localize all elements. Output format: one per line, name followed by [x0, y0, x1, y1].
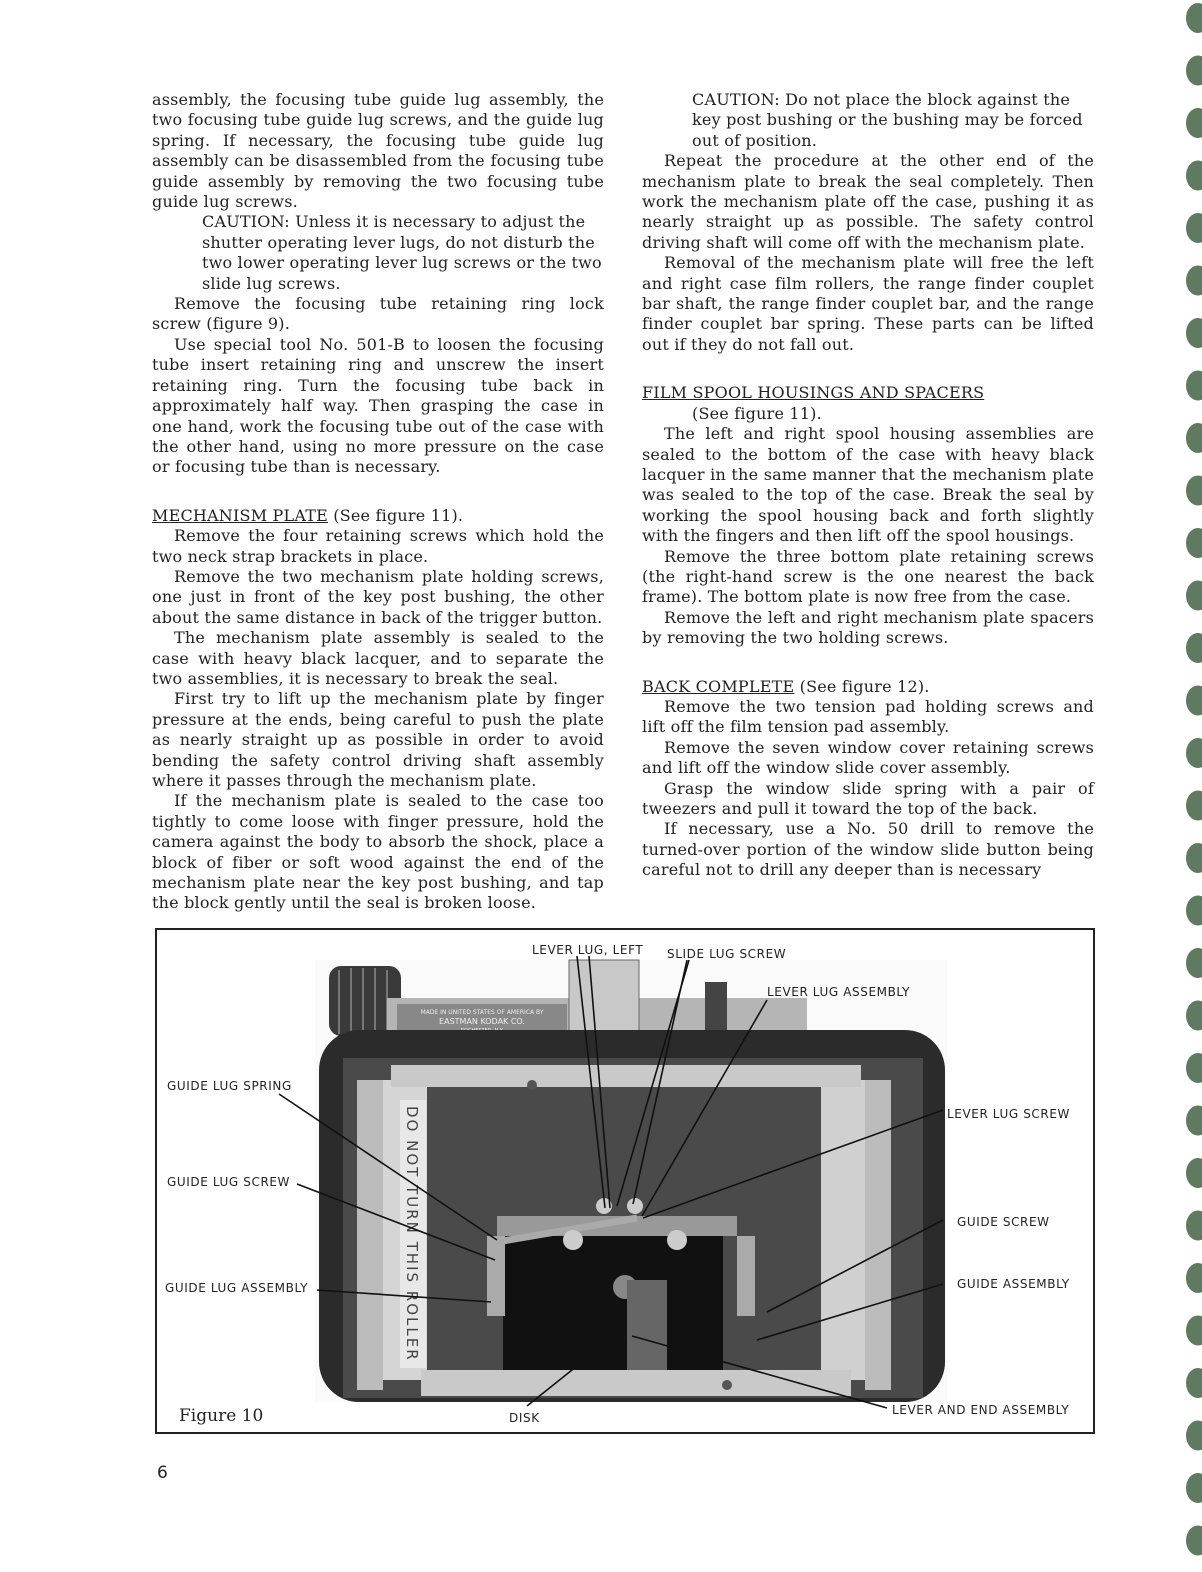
binding-ring — [1186, 686, 1202, 716]
nameplate-line2: EASTMAN KODAK CO. — [439, 1017, 525, 1026]
binding-ring — [1186, 1316, 1202, 1346]
binding-ring — [1186, 476, 1202, 506]
binding-ring — [1186, 1211, 1202, 1241]
nameplate-line1: MADE IN UNITED STATES OF AMERICA BY — [420, 1009, 544, 1016]
binding-ring — [1186, 528, 1202, 558]
caution-note: CAUTION: Do not place the block against the key post bushing or the bushing may be forced out of position. — [692, 90, 1083, 150]
spiral-binding — [1172, 0, 1202, 1572]
binding-ring — [1186, 581, 1202, 611]
paragraph: Remove the left and right mechanism plate spacers by removing the two holding screws. — [642, 607, 1094, 648]
binding-ring — [1186, 1368, 1202, 1398]
paragraph: If necessary, use a No. 50 drill to remove the turned-over portion of the window slide button being careful not to drill any deeper than is necessary — [642, 819, 1094, 880]
binding-ring — [1186, 1421, 1202, 1451]
binding-ring — [1186, 161, 1202, 191]
binding-ring — [1186, 1473, 1202, 1503]
paragraph: Remove the two tension pad holding screws and lift off the film tension pad assembly. — [642, 696, 1094, 737]
caution-note: CAUTION: Unless it is necessary to adjust the shutter operating lever lugs, do not disturb the two lower operating lever lug screws or the two slide lug screws. — [202, 212, 602, 293]
figure-reference: (See figure 11). — [692, 403, 822, 423]
binding-ring — [1186, 948, 1202, 978]
binding-ring — [1186, 1106, 1202, 1136]
label-guide-lug-spring: GUIDE LUG SPRING — [167, 1079, 292, 1093]
binding-ring — [1186, 108, 1202, 138]
paragraph: The left and right spool housing assemblies are sealed to the bottom of the case with heavy black lacquer in the same manner that the mechanism plate was sealed to the top of the case. Break the seal by working the spool housing back and forth slightly with the fingers and then lift off the spool housings. — [642, 424, 1094, 546]
binding-ring — [1186, 56, 1202, 86]
paragraph: Remove the three bottom plate retaining screws (the right-hand screw is the one nearest the back frame). The bottom plate is now free from the case. — [642, 546, 1094, 607]
paragraph: Remove the two mechanism plate holding screws, one just in front of the key post bushing, the other about the same distance in back of the trigger button. — [152, 566, 604, 627]
binding-ring — [1186, 371, 1202, 401]
paragraph: Grasp the window slide spring with a pair of tweezers and pull it toward the top of the back. — [642, 778, 1094, 818]
binding-ring — [1186, 791, 1202, 821]
label-lever-lug-left: LEVER LUG, LEFT — [532, 943, 644, 957]
section-heading-back-complete: BACK COMPLETE (See figure 12). — [642, 676, 930, 696]
binding-ring — [1186, 318, 1202, 348]
section-heading-film-spool: FILM SPOOL HOUSINGS AND SPACERS — [642, 383, 985, 403]
label-lever-lug-assembly: LEVER LUG ASSEMBLY — [767, 985, 911, 999]
binding-ring — [1186, 633, 1202, 663]
camera-mechanism-photo — [157, 930, 1093, 1432]
label-disk: DISK — [509, 1411, 540, 1425]
section-heading-mechanism-plate: MECHANISM PLATE (See figure 11). — [152, 505, 464, 525]
paragraph: Remove the seven window cover retaining screws and lift off the window slide cover assembly. — [642, 737, 1094, 778]
binding-ring — [1186, 1053, 1202, 1083]
right-text-column — [642, 90, 1094, 881]
label-guide-screw: GUIDE SCREW — [957, 1215, 1050, 1229]
paragraph: The mechanism plate assembly is sealed to the case with heavy black lacquer, and to separate the two assemblies, it is necessary to break the seal. — [152, 628, 604, 688]
paragraph: Removal of the mechanism plate will free the left and right case film rollers, the range finder couplet bar shaft, the range finder couplet bar, and the range finder couplet bar spring. These parts can be lifted out if they do not fall out. — [642, 253, 1094, 354]
binding-ring — [1186, 1263, 1202, 1293]
label-lever-and-end-assembly: LEVER AND END ASSEMBLY — [892, 1403, 1070, 1417]
paragraph: Remove the four retaining screws which hold the two neck strap brackets in place. — [152, 526, 604, 566]
figure-10 — [155, 928, 1095, 1434]
left-text-column — [152, 90, 604, 914]
paragraph: assembly, the focusing tube guide lug assembly, the two focusing tube guide lug screws, and the guide lug spring. If necessary, the focusing tube guide lug assembly can be disassembled from the focusing tube guide assembly by removing the two focusing tube guide lug screws. — [152, 90, 604, 212]
binding-ring — [1186, 423, 1202, 453]
paragraph: Repeat the procedure at the other end of the mechanism plate to break the seal completely. Then work the mechanism plate off the case, pushing it as nearly straight up as possible. The safety control driving shaft will come off with the mechanism plate. — [642, 151, 1094, 252]
binding-ring — [1186, 896, 1202, 926]
binding-ring — [1186, 1526, 1202, 1556]
label-slide-lug-screw: SLIDE LUG SCREW — [667, 947, 787, 961]
roller-warning-text: DO NOT TURN THIS ROLLER — [403, 1106, 421, 1362]
guide-lug-assembly-part — [487, 1236, 505, 1316]
label-guide-assembly: GUIDE ASSEMBLY — [957, 1277, 1070, 1291]
binding-ring — [1186, 1158, 1202, 1188]
left-roller — [357, 1080, 383, 1390]
label-guide-lug-screw: GUIDE LUG SCREW — [167, 1175, 291, 1189]
page-number: 6 — [157, 1463, 168, 1483]
label-guide-lug-assembly: GUIDE LUG ASSEMBLY — [165, 1281, 309, 1295]
label-lever-lug-screw: LEVER LUG SCREW — [947, 1107, 1070, 1121]
right-roller — [865, 1080, 891, 1390]
figure-caption: Figure 10 — [179, 1406, 264, 1426]
paragraph: Use special tool No. 501-B to loosen the focusing tube insert retaining ring and unscrew the insert retaining ring. Turn the focusing tube back in approximately half way. Then grasping the case in one hand, work the focusing tube out of the case with the other hand, using no more pressure on the case or focusing tube than is necessary. — [152, 334, 604, 477]
binding-ring — [1186, 738, 1202, 768]
paragraph: First try to lift up the mechanism plate by finger pressure at the ends, being careful to push the plate as nearly straight up as possible in order to avoid bending the safety control driving shaft assembly where it passes through the mechanism plate. — [152, 689, 604, 790]
paragraph: If the mechanism plate is sealed to the case too tightly to come loose with finger pressure, hold the camera against the body to absorb the shock, place a block of fiber or soft wood against the end of the mechanism plate near the key post bushing, and tap the block gently until the seal is broken loose. — [152, 791, 604, 913]
binding-ring — [1186, 266, 1202, 296]
binding-ring — [1186, 213, 1202, 243]
binding-ring — [1186, 3, 1202, 33]
paragraph: Remove the focusing tube retaining ring lock screw (figure 9). — [152, 294, 604, 334]
binding-ring — [1186, 843, 1202, 873]
binding-ring — [1186, 1001, 1202, 1031]
